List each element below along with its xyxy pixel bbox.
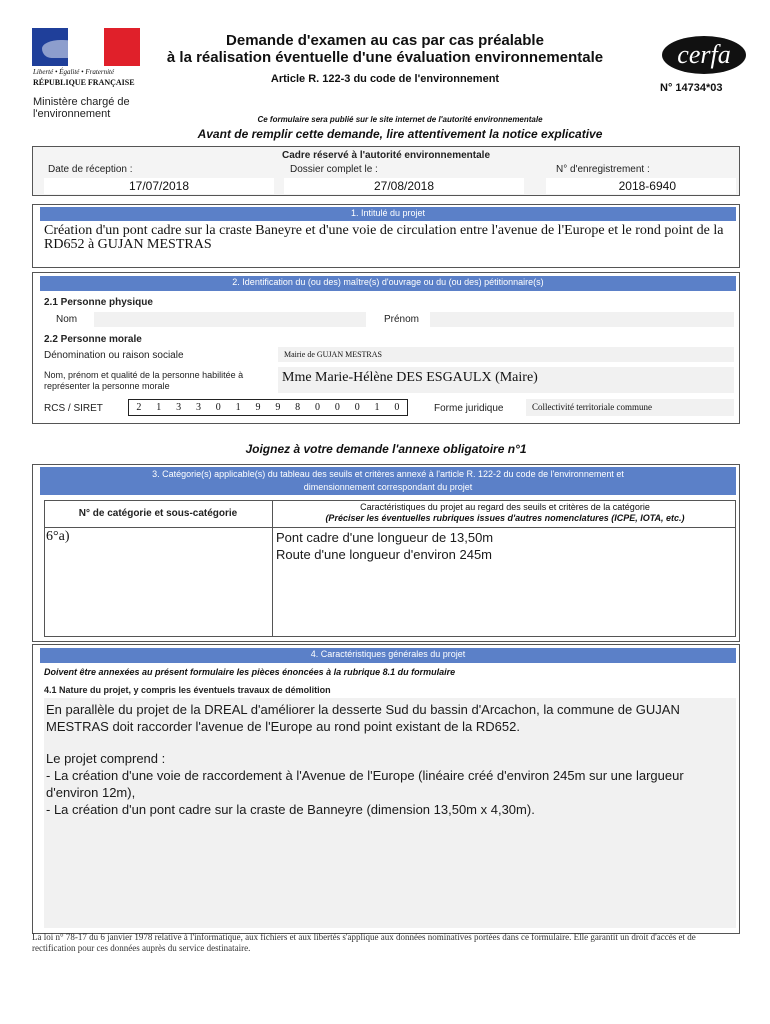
- siret-label: RCS / SIRET: [44, 403, 103, 414]
- siret-digit: 0: [334, 402, 340, 413]
- cerfa-logo: cerfa: [662, 36, 746, 74]
- prenom-field[interactable]: [430, 312, 734, 327]
- characteristics-value[interactable]: [276, 529, 493, 563]
- category-table-header-line: [44, 527, 736, 528]
- representative-value: Mme Marie-Hélène DES ESGAULX (Maire): [282, 370, 538, 385]
- footer-legal-notice: La loi n° 78-17 du 6 janvier 1978 relative à l'informatique, aux fichiers et aux libertés s'applique aux données nominatives portées dans ce formulaire. Elle garantit un droit d'accès et de rectification pour ces données auprès du service destinataire.: [32, 932, 696, 953]
- form-title: [150, 32, 620, 66]
- authority-heading: Cadre réservé à l'autorité environnementale: [281, 150, 491, 161]
- read-notice: Avant de remplir cette demande, lire attentivement la notice explicative: [197, 127, 603, 141]
- reception-date-value: 17/07/2018: [128, 179, 190, 193]
- denomination-value: Mairie de GUJAN MESTRAS: [284, 350, 382, 359]
- nature-title: 4.1 Nature du projet, y compris les éventuels travaux de démolition: [44, 685, 331, 695]
- nom-label: Nom: [56, 314, 78, 325]
- section3-heading-line2: dimensionnement correspondant du projet: [303, 482, 473, 492]
- project-title-text[interactable]: Création d'un pont cadre sur la craste Baneyre et d'une voie de circulation entre l'avenue de l'Europe et le rond point de la RD652 à GUJAN MESTRAS: [44, 223, 724, 252]
- registration-field[interactable]: [546, 178, 736, 194]
- characteristics-line2: Route d'une longueur d'environ 245m: [276, 547, 493, 562]
- article-reference: Article R. 122-3 du code de l'environnement: [270, 73, 500, 85]
- category-value[interactable]: 6°a): [46, 529, 70, 544]
- siret-digit: 1: [235, 402, 241, 413]
- section1-heading: 1. Intitulé du projet: [40, 207, 736, 221]
- prenom-label: Prénom: [384, 314, 420, 325]
- ministry-name: Ministère chargé de l'environnement: [33, 96, 130, 120]
- siret-digit: 3: [195, 402, 201, 413]
- characteristics-column-header: [274, 502, 736, 524]
- siret-digit: 9: [275, 402, 281, 413]
- siret-digit: 0: [394, 402, 400, 413]
- marianne-logo: [32, 28, 140, 66]
- section2-heading: 2. Identification du (ou des) maître(s) d'ouvrage ou du (ou des) pétitionnaire(s): [40, 276, 736, 291]
- siret-digit: 0: [215, 402, 221, 413]
- legal-form-value: Collectivité territoriale commune: [532, 402, 652, 412]
- nature-field[interactable]: [44, 698, 736, 928]
- denomination-label: Dénomination ou raison sociale: [44, 350, 184, 361]
- section3-heading-line1: 3. Catégorie(s) applicable(s) du tableau des seuils et critères annexé à l'article R. 122-2 du code de l'environnement et: [152, 469, 624, 479]
- section4-heading: 4. Caractéristiques générales du projet: [40, 648, 736, 663]
- section4-annex-note: Doivent être annexées au présent formulaire les pièces énoncées à la rubrique 8.1 du formulaire: [44, 667, 456, 677]
- annex-notice: Joignez à votre demande l'annexe obligatoire n°1: [245, 442, 527, 456]
- republic-name: RÉPUBLIQUE FRANÇAISE: [33, 78, 135, 87]
- denomination-field[interactable]: [278, 347, 734, 362]
- legal-form-label: Forme juridique: [434, 403, 504, 414]
- registration-value: 2018-6940: [618, 179, 676, 193]
- legal-form-field[interactable]: [526, 399, 734, 416]
- cerfa-number: N° 14734*03: [660, 82, 723, 94]
- complete-date-label: Dossier complet le :: [290, 164, 378, 175]
- nature-para1: En parallèle du projet de la DREAL d'améliorer la desserte Sud du bassin d'Arcachon, la commune de GUJAN MESTRAS doit raccorder l'avenue de l'Europe au rond point existant de la RD652.: [46, 702, 680, 734]
- complete-date-value: 27/08/2018: [373, 179, 435, 193]
- siret-digit: 0: [354, 402, 360, 413]
- form-title-line2: à la réalisation éventuelle d'une évaluation environnementale: [166, 49, 604, 66]
- siret-digit: 1: [374, 402, 380, 413]
- category-table-divider: [272, 500, 273, 637]
- siret-digit: 9: [255, 402, 261, 413]
- nom-field[interactable]: [94, 312, 366, 327]
- form-title-line1: Demande d'examen au cas par cas préalable: [226, 32, 544, 49]
- category-column-header: N° de catégorie et sous-catégorie: [78, 508, 238, 519]
- registration-label: N° d'enregistrement :: [556, 164, 650, 175]
- nature-para3: - La création d'une voie de raccordement à l'Avenue de l'Europe (linéaire créé d'environ 245m sur une largueur d'environ 12m),: [46, 768, 684, 800]
- characteristics-header-title: Caractéristiques du projet au regard des seuils et critères de la catégorie: [360, 502, 650, 512]
- siret-digit: 8: [295, 402, 301, 413]
- siret-digit: 1: [156, 402, 162, 413]
- siret-digit: 2: [136, 402, 142, 413]
- reception-date-field[interactable]: [44, 178, 274, 194]
- republic-motto: Liberté • Égalité • Fraternité: [33, 68, 115, 76]
- siret-digit: 0: [315, 402, 321, 413]
- complete-date-field[interactable]: [284, 178, 524, 194]
- nature-para2: Le projet comprend :: [46, 751, 166, 766]
- nature-text: [44, 698, 736, 818]
- characteristics-line1: Pont cadre d'une longueur de 13,50m: [276, 530, 494, 545]
- representative-field[interactable]: [278, 367, 734, 393]
- nature-para4: - La création d'un pont cadre sur la craste de Banneyre (dimension 13,50m x 4,30m).: [46, 802, 535, 817]
- section3-heading: [40, 467, 736, 495]
- reception-date-label: Date de réception :: [48, 164, 133, 175]
- representative-label: Nom, prénom et qualité de la personne habilitée à représenter la personne morale: [44, 370, 244, 391]
- physical-person-title: 2.1 Personne physique: [44, 297, 153, 308]
- siret-field[interactable]: [128, 399, 408, 416]
- characteristics-header-sub: (Préciser les éventuelles rubriques issues d'autres nomenclatures (ICPE, IOTA, etc.): [325, 513, 685, 523]
- publication-note: Ce formulaire sera publié sur le site internet de l'autorité environnementale: [257, 115, 543, 124]
- siret-digit: 3: [176, 402, 182, 413]
- moral-person-title: 2.2 Personne morale: [44, 334, 142, 345]
